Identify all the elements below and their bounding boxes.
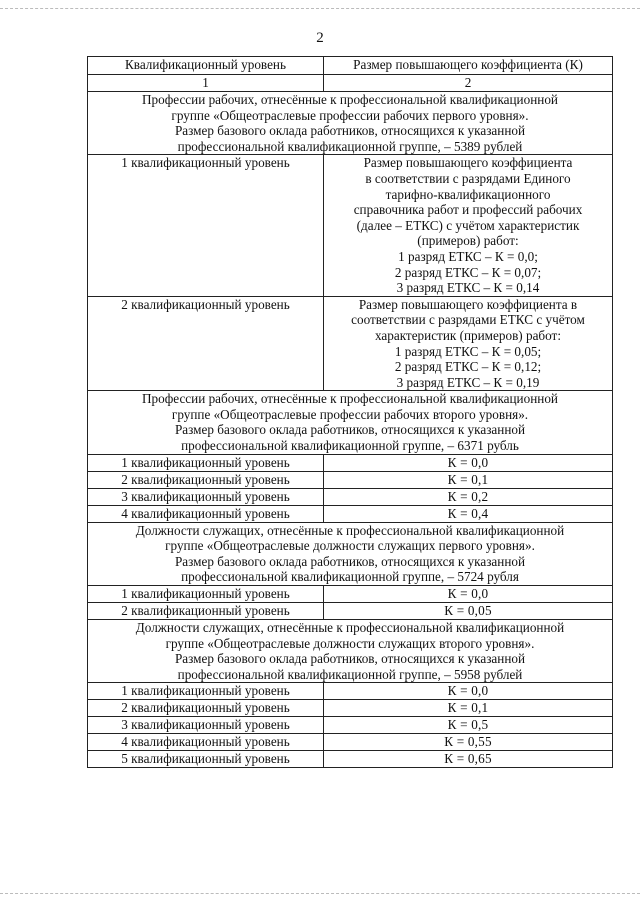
section-title	[88, 92, 613, 155]
qualification-level: 4 квалификационный уровень	[88, 505, 324, 522]
coefficient-line: (далее – ЕТКС) с учётом характеристик	[356, 217, 580, 233]
coefficient-value	[324, 454, 613, 471]
section-title	[88, 391, 613, 454]
table-row	[88, 454, 613, 471]
coefficient-value	[324, 471, 613, 488]
section-header-row	[88, 92, 613, 155]
coefficient-line: К = 0,1	[447, 700, 489, 716]
coefficient-line: в соответствии с разрядами Единого	[365, 170, 571, 186]
coefficient-line: 3 разряд ЕТКС – К = 0,14	[396, 280, 540, 296]
scan-edge-top	[0, 8, 640, 10]
section-header-row	[88, 620, 613, 683]
qualification-level: 1 квалификационный уровень	[88, 454, 324, 471]
coefficient-line: Размер повышающего коэффициента	[363, 155, 573, 171]
coefficient-line: справочника работ и профессий рабочих	[353, 202, 583, 218]
section-title-line: группе «Общеотраслевые должности служащих второго уровня».	[165, 635, 535, 651]
coefficient-value	[324, 734, 613, 751]
coefficient-value	[324, 717, 613, 734]
table-body	[88, 57, 613, 768]
qualification-level: 1 квалификационный уровень	[88, 155, 324, 296]
section-title-line: профессиональной квалификационной группе, – 6371 рубль	[181, 438, 519, 454]
coefficient-line: К = 0,4	[447, 505, 489, 521]
coefficient-value	[324, 586, 613, 603]
section-title	[88, 522, 613, 585]
qualification-level: 4 квалификационный уровень	[88, 734, 324, 751]
coefficient-value	[324, 751, 613, 768]
coefficient-line: соответствии с разрядами ЕТКС с учётом	[351, 312, 585, 328]
header-coefficient: Размер повышающего коэффициента (К)	[324, 57, 613, 75]
coefficient-line: 3 разряд ЕТКС – К = 0,19	[396, 374, 540, 390]
coefficient-line: К = 0,0	[447, 586, 489, 602]
coefficient-line: (примеров) работ:	[417, 233, 519, 249]
table-row	[88, 471, 613, 488]
coefficient-line: К = 0,55	[444, 734, 492, 750]
table-row	[88, 155, 613, 296]
section-title-line: группе «Общеотраслевые должности служащих первого уровня».	[165, 538, 535, 554]
coefficient-line: К = 0,0	[447, 454, 489, 470]
section-title-line: профессиональной квалификационной группе, – 5958 рублей	[177, 666, 523, 682]
header-level: Квалификационный уровень	[88, 57, 324, 75]
coefficient-line: 2 разряд ЕТКС – К = 0,07;	[394, 264, 542, 280]
table-row	[88, 586, 613, 603]
coefficient-value	[324, 603, 613, 620]
coefficient-line: К = 0,0	[447, 683, 489, 699]
table-row	[88, 603, 613, 620]
coefficients-table	[87, 56, 613, 768]
qualification-level: 2 квалификационный уровень	[88, 296, 324, 391]
section-title-line: Размер базового оклада работников, относящихся к указанной	[174, 422, 526, 438]
qualification-level: 1 квалификационный уровень	[88, 586, 324, 603]
table-row	[88, 717, 613, 734]
table-row	[88, 734, 613, 751]
qualification-level: 2 квалификационный уровень	[88, 471, 324, 488]
section-header-row	[88, 391, 613, 454]
coefficient-line: К = 0,65	[444, 751, 492, 767]
qualification-level: 1 квалификационный уровень	[88, 683, 324, 700]
table-row	[88, 296, 613, 391]
table-row	[88, 488, 613, 505]
coefficient-value	[324, 700, 613, 717]
coefficient-line: характеристик (примеров) работ:	[374, 327, 561, 343]
coefficient-value	[324, 155, 613, 296]
coefficient-value	[324, 488, 613, 505]
coefficient-line: тарифно-квалификационного	[385, 186, 551, 202]
qualification-level: 3 квалификационный уровень	[88, 488, 324, 505]
section-title-line: Профессии рабочих, отнесённые к профессиональной квалификационной	[142, 92, 558, 107]
section-title-line: группе «Общеотраслевые профессии рабочих первого уровня».	[171, 107, 529, 123]
qualification-level: 5 квалификационный уровень	[88, 751, 324, 768]
section-title-line: Должности служащих, отнесённые к профессиональной квалификационной	[135, 522, 565, 538]
section-title-line: Профессии рабочих, отнесённые к профессиональной квалификационной	[142, 391, 558, 407]
coefficient-line: К = 0,2	[447, 488, 489, 504]
section-title-line: Размер базового оклада работников, относящихся к указанной	[174, 651, 526, 667]
coefficient-line: 1 разряд ЕТКС – К = 0,05;	[394, 343, 542, 359]
column-numbers-row	[88, 75, 613, 92]
section-title	[88, 620, 613, 683]
coefficient-value	[324, 683, 613, 700]
section-title-line: Размер базового оклада работников, относящихся к указанной	[174, 123, 526, 139]
table-row	[88, 683, 613, 700]
qualification-level: 2 квалификационный уровень	[88, 603, 324, 620]
column-number-2: 2	[324, 75, 613, 92]
coefficient-line: Размер повышающего коэффициента в	[358, 296, 578, 312]
qualification-level: 2 квалификационный уровень	[88, 700, 324, 717]
column-number-1: 1	[88, 75, 324, 92]
coefficient-line: 2 разряд ЕТКС – К = 0,12;	[394, 359, 542, 375]
table-header-row	[88, 57, 613, 75]
section-title-line: группе «Общеотраслевые профессии рабочих второго уровня».	[171, 406, 529, 422]
table-row	[88, 505, 613, 522]
section-header-row	[88, 522, 613, 585]
page-number: 2	[316, 30, 324, 46]
coefficient-value	[324, 296, 613, 391]
table-row	[88, 700, 613, 717]
coefficient-value	[324, 505, 613, 522]
table-row	[88, 751, 613, 768]
section-title-line: Размер базового оклада работников, относящихся к указанной	[174, 553, 526, 569]
scan-edge-bottom	[0, 893, 640, 895]
section-title-line: Должности служащих, отнесённые к профессиональной квалификационной	[135, 620, 565, 636]
qualification-level: 3 квалификационный уровень	[88, 717, 324, 734]
coefficient-line: К = 0,05	[444, 603, 492, 619]
coefficient-line: К = 0,5	[447, 717, 489, 733]
coefficient-line: 1 разряд ЕТКС – К = 0,0;	[398, 248, 538, 264]
section-title-line: профессиональной квалификационной группе, – 5389 рублей	[177, 138, 523, 154]
coefficient-line: К = 0,1	[447, 471, 489, 487]
section-title-line: профессиональной квалификационной группе, – 5724 рубля	[181, 569, 519, 585]
